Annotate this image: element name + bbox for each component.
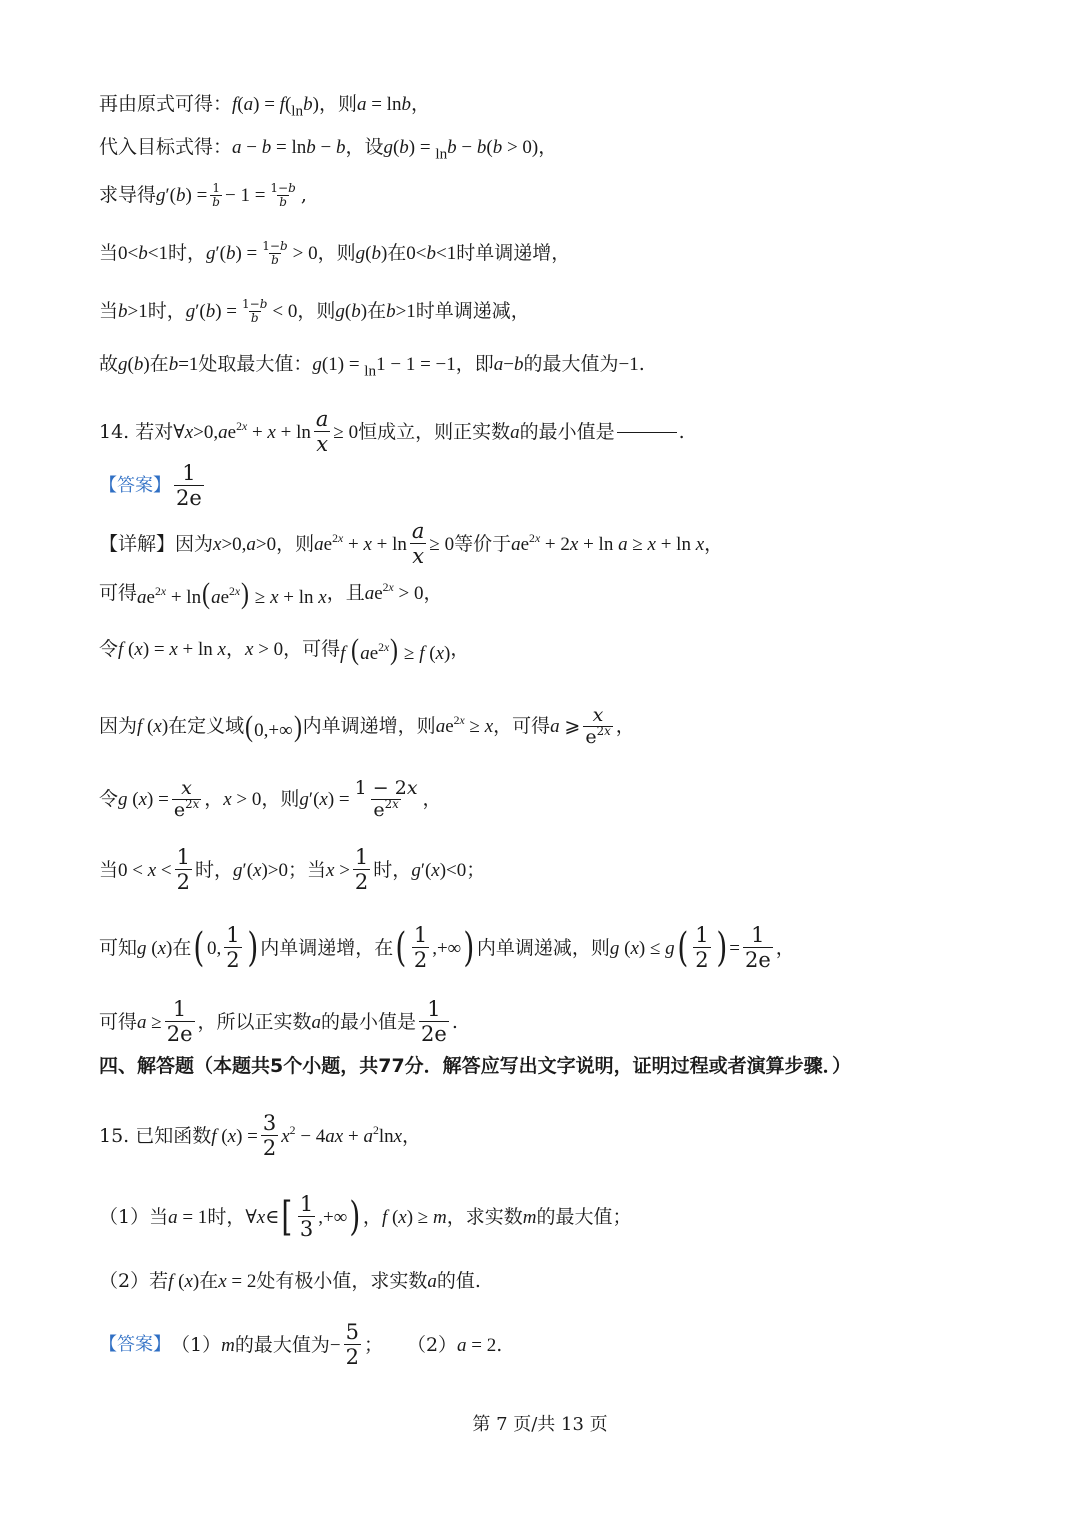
line-5: 当 b>1 时， g′(b) = $\frac{1-b}{b}$ < 0 ，则 g(b) 在 b>1 时单调递减， [99,297,530,326]
detail-14-line-4: 因为 f (x) 在定义域 (0,+∞) 内单调递增，则 $ae^{2x} \ge x$ ，可得 a ⩾ $\frac{x}{e^{2x}}$ ， [99,704,635,748]
line-1: 再由原式可得： $f(a) = f(_{ln}b)$ ，则 a = lnb ， [99,93,430,120]
detail-14-line-2: 可得 $ae^{2x} + \ln(ae^{2x}) \ge x + \ln x$ ，且 $ae^{2x} > 0$ ， [99,577,443,610]
problem-15-part-2: （2）若 f (x) 在 x = 2 处有极小值，求实数 a 的值. [99,1270,481,1292]
section-heading: 四、解答题（本题共5个小题，共77分．解答应写出文字说明，证明过程或者演算步骤．） [99,1055,852,1077]
answer-14: 【答案】 $\frac{1}{2e}$ [99,461,202,511]
detail-14-line-1: 【详解】因为 x>0,a>0 ，则 $ae^{2x} + x + \ln$ $\frac{a}{x}$ ≥ 0 等价于 $ae^{2x} + 2x + \ln a \ge x + \ln x$ ， [99,519,724,569]
page-footer: 第 7 页/共 13 页 [472,1414,608,1435]
problem-15: 15. 已知函数 f (x) = $\frac{3}{2}$ $x^2 - 4ax + a^2\ln x$ ， [99,1111,422,1161]
line-6: 故 g(b) 在 b=1 处取最大值： g(1) = $_{ln}$1 − 1 = −1 ，即 a−b 的最大值为 −1 . [99,353,645,380]
answer-15: 【答案】 （1） m 的最大值为 − $\frac{5}{2}$ ； （2） a = 2 . [99,1320,503,1370]
problem-14: 14. 若对 $\forall x>0,ae^{2x} + x + \ln$ $\frac{a}{x}$ ≥ 0 恒成立，则正实数 a 的最小值是 . [99,407,685,457]
detail-14-line-3: 令 f (x) = x + ln x ， x > 0 ，可得 f $(ae^{2x}) \ge f$ (x) ， [99,633,470,666]
detail-14-line-6: 当 0 < x < $\frac{1}{2}$ 时， g′(x)>0 ；当 x > $\frac{1}{2}$ 时， g′(x)<0 ； [99,845,486,895]
line-3: 求导得 g′(b) = $\frac{1}{b}$ − 1 = $\frac{1-b}{b}$ , [99,181,307,210]
line-2: 代入目标式得： a − b = lnb − b ，设 g(b) = $_{ln}$b − b(b > 0) ， [99,136,558,163]
detail-14-line-8: 可得 a ≥ $\frac{1}{2e}$ ，所以正实数 a 的最小值是 $\frac{1}{2e}$ . [99,997,458,1047]
detail-14-line-7: 可知 g (x) 在 ( 0, $\frac{1}{2}$ ) 内单调递增，在 ( $\frac{1}{2}$ ,+∞ ) 内单调递减，则 g (x) ≤ g ( $\frac{1}{2}$ ) = $\frac{1}{2e}$ ， [99,923,795,973]
line-4: 当 0<b<1 时， g′(b) = $\frac{1-b}{b}$ > 0 ，则 g(b) 在 0<b<1 时单调递增， [99,239,571,268]
problem-15-part-1: （1）当 a = 1 时， ∀x∈ [ $\frac{1}{3}$ ,+∞ ) ， f (x) ≥ m ，求实数 m 的最大值； [99,1192,632,1242]
detail-14-line-5: 令 g (x) = $\frac{x}{e^{2x}}$ ， x > 0 ，则 g′(x) = $\frac{1 - 2x}{e^{2x}}$ ， [99,777,442,821]
